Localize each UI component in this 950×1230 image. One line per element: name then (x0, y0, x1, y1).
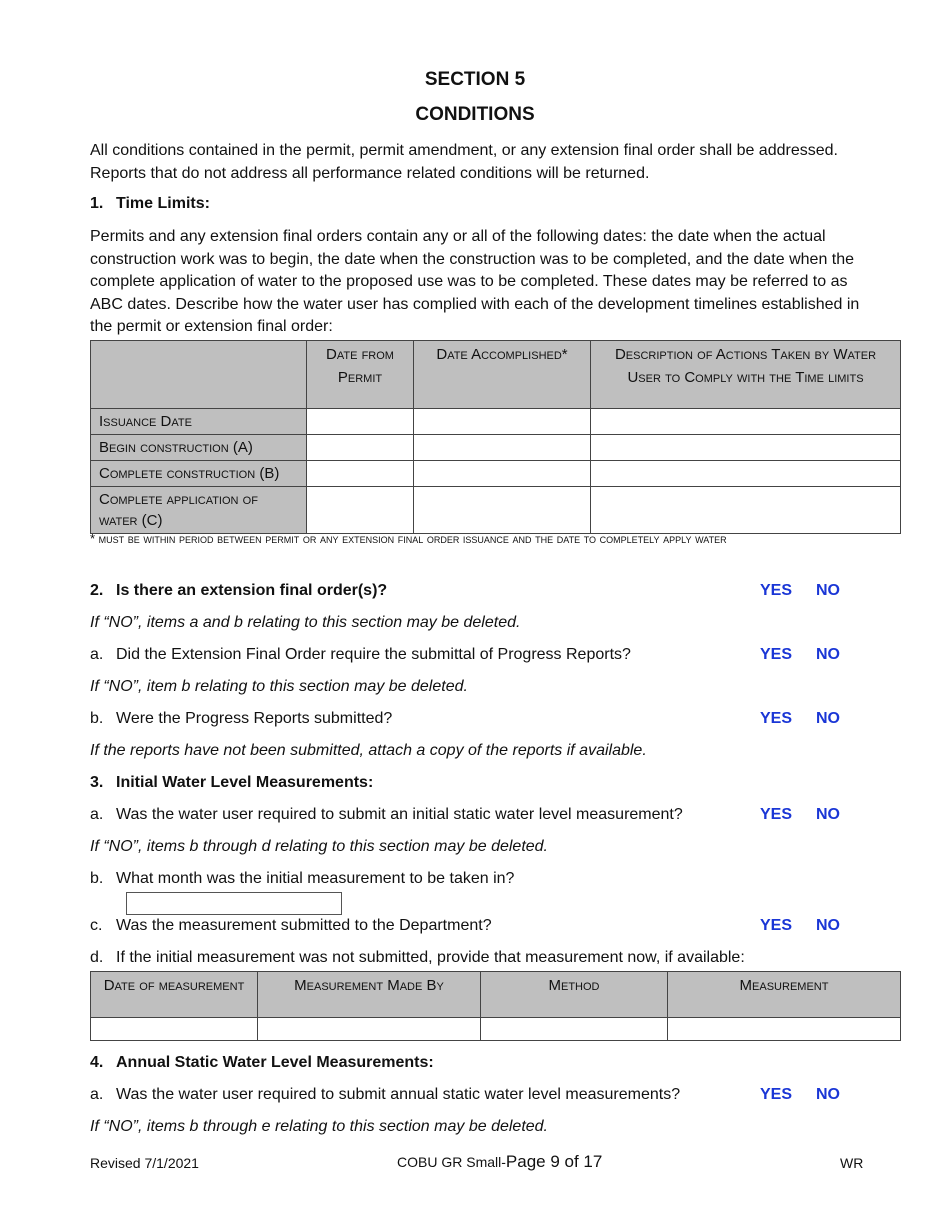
question-letter: a. (90, 806, 104, 823)
annual-required-question (90, 1086, 680, 1104)
date-accomplished-cell[interactable] (414, 487, 591, 534)
extension-note: If “NO”, items a and b relating to this section may be deleted. (90, 614, 521, 631)
heading-text: Time Limits: (116, 195, 210, 212)
row-label: Issuance Date (91, 409, 307, 435)
measurement-submitted-no-option[interactable]: NO (816, 917, 840, 934)
date-from-permit-cell[interactable] (307, 487, 414, 534)
heading-number: 4. (90, 1054, 104, 1071)
question-letter: a. (90, 1086, 104, 1103)
extension-yes-option[interactable]: YES (760, 582, 793, 599)
page-number: Page 9 of 17 (505, 1152, 603, 1171)
progress-reports-required-question (90, 646, 631, 664)
extension-no-option[interactable]: NO (816, 582, 840, 599)
section-number: SECTION 5 (424, 69, 526, 90)
table-header-blank (91, 341, 307, 409)
initial-required-question (90, 806, 683, 824)
table-row (91, 1018, 901, 1041)
abc-dates-table (90, 340, 901, 534)
table-header-made-by: Measurement Made By (258, 972, 481, 1018)
description-cell[interactable] (591, 409, 901, 435)
section-title: CONDITIONS (415, 104, 535, 125)
table-header-date-accomplished: Date Accomplished* (414, 341, 591, 409)
annual-required-yes-option[interactable]: YES (760, 1086, 793, 1103)
question-letter: b. (90, 870, 104, 887)
date-accomplished-cell[interactable] (414, 409, 591, 435)
method-cell[interactable] (481, 1018, 668, 1041)
table-row (91, 409, 901, 435)
question-letter: c. (90, 917, 103, 934)
extension-question (90, 582, 387, 600)
initial-month-question (90, 870, 514, 888)
progress-submitted-question (90, 710, 392, 728)
heading-text: Annual Static Water Level Measurements: (116, 1054, 434, 1071)
table-row (91, 487, 901, 534)
question-letter: d. (90, 949, 104, 966)
table-row (91, 435, 901, 461)
table-header-measurement: Measurement (668, 972, 901, 1018)
table-header-date-of-measurement: Date of measurement (91, 972, 258, 1018)
initial-required-yes-option[interactable]: YES (760, 806, 793, 823)
heading-number: 1. (90, 195, 104, 212)
progress-required-note: If “NO”, item b relating to this section may be deleted. (90, 678, 468, 695)
initial-measurement-table (90, 971, 901, 1041)
question-text: Was the water user required to submit an initial static water level measurement? (116, 806, 683, 823)
row-label: Complete construction (B) (91, 461, 307, 487)
date-accomplished-cell[interactable] (414, 461, 591, 487)
question-letter: a. (90, 646, 104, 663)
form-code: WR (840, 1155, 864, 1171)
table-header-date-from-permit: Date from Permit (307, 341, 414, 409)
annual-required-note: If “NO”, items b through e relating to this section may be deleted. (90, 1118, 548, 1135)
question-text: If the initial measurement was not submitted, provide that measurement now, if available: (116, 949, 745, 966)
revised-date: Revised 7/1/2021 (90, 1155, 199, 1171)
progress-required-no-option[interactable]: NO (816, 646, 840, 663)
initial-required-no-option[interactable]: NO (816, 806, 840, 823)
question-text: What month was the initial measurement to be taken in? (116, 870, 515, 887)
time-limits-description: Permits and any extension final orders contain any or all of the following dates: the date when the actual construction work was to begin, the date when the construction was to be completed, and the date when the complete application of water to the proposed use was to be completed. These dates may be referred to as ABC dates. Describe how the water user has complied with each of the development timelines established in the permit or extension final order: (90, 228, 860, 335)
question-text: Was the measurement submitted to the Department? (116, 917, 492, 934)
question-text: Is there an extension final order(s)? (116, 582, 388, 599)
time-limits-heading (90, 195, 210, 213)
description-cell[interactable] (591, 461, 901, 487)
page-footer (397, 1152, 602, 1172)
description-cell[interactable] (591, 487, 901, 534)
question-letter: b. (90, 710, 104, 727)
row-label: Complete application of water (C) (91, 487, 307, 534)
measurement-cell[interactable] (668, 1018, 901, 1041)
question-text: Were the Progress Reports submitted? (116, 710, 393, 727)
measurement-submitted-question (90, 917, 492, 935)
row-label: Begin construction (A) (91, 435, 307, 461)
question-text: Did the Extension Final Order require the submittal of Progress Reports? (116, 646, 631, 663)
date-of-measurement-cell[interactable] (91, 1018, 258, 1041)
initial-measurements-heading (90, 774, 373, 792)
progress-submitted-yes-option[interactable]: YES (760, 710, 793, 727)
annual-required-no-option[interactable]: NO (816, 1086, 840, 1103)
date-from-permit-cell[interactable] (307, 461, 414, 487)
form-name: COBU GR Small- (397, 1154, 506, 1170)
intro-paragraph: All conditions contained in the permit, permit amendment, or any extension final order shall be addressed. Reports that do not address all performance related conditions will be returned. (90, 142, 838, 182)
heading-text: Initial Water Level Measurements: (116, 774, 374, 791)
annual-measurements-heading (90, 1054, 434, 1072)
date-from-permit-cell[interactable] (307, 409, 414, 435)
table-row (91, 461, 901, 487)
description-cell[interactable] (591, 435, 901, 461)
table-footnote: * must be within period between permit or any extension final order issuance and the date to completely apply water (90, 531, 727, 546)
table-header-method: Method (481, 972, 668, 1018)
heading-number: 3. (90, 774, 104, 791)
measurement-submitted-yes-option[interactable]: YES (760, 917, 793, 934)
question-text: Was the water user required to submit annual static water level measurements? (116, 1086, 681, 1103)
table-header-description: Description of Actions Taken by Water User to Comply with the Time limits (591, 341, 901, 409)
date-from-permit-cell[interactable] (307, 435, 414, 461)
provide-measurement-question (90, 949, 745, 967)
progress-submitted-note: If the reports have not been submitted, attach a copy of the reports if available. (90, 742, 647, 759)
initial-month-input[interactable] (126, 892, 342, 915)
date-accomplished-cell[interactable] (414, 435, 591, 461)
progress-required-yes-option[interactable]: YES (760, 646, 793, 663)
question-number: 2. (90, 582, 104, 599)
progress-submitted-no-option[interactable]: NO (816, 710, 840, 727)
made-by-cell[interactable] (258, 1018, 481, 1041)
initial-required-note: If “NO”, items b through d relating to this section may be deleted. (90, 838, 548, 855)
